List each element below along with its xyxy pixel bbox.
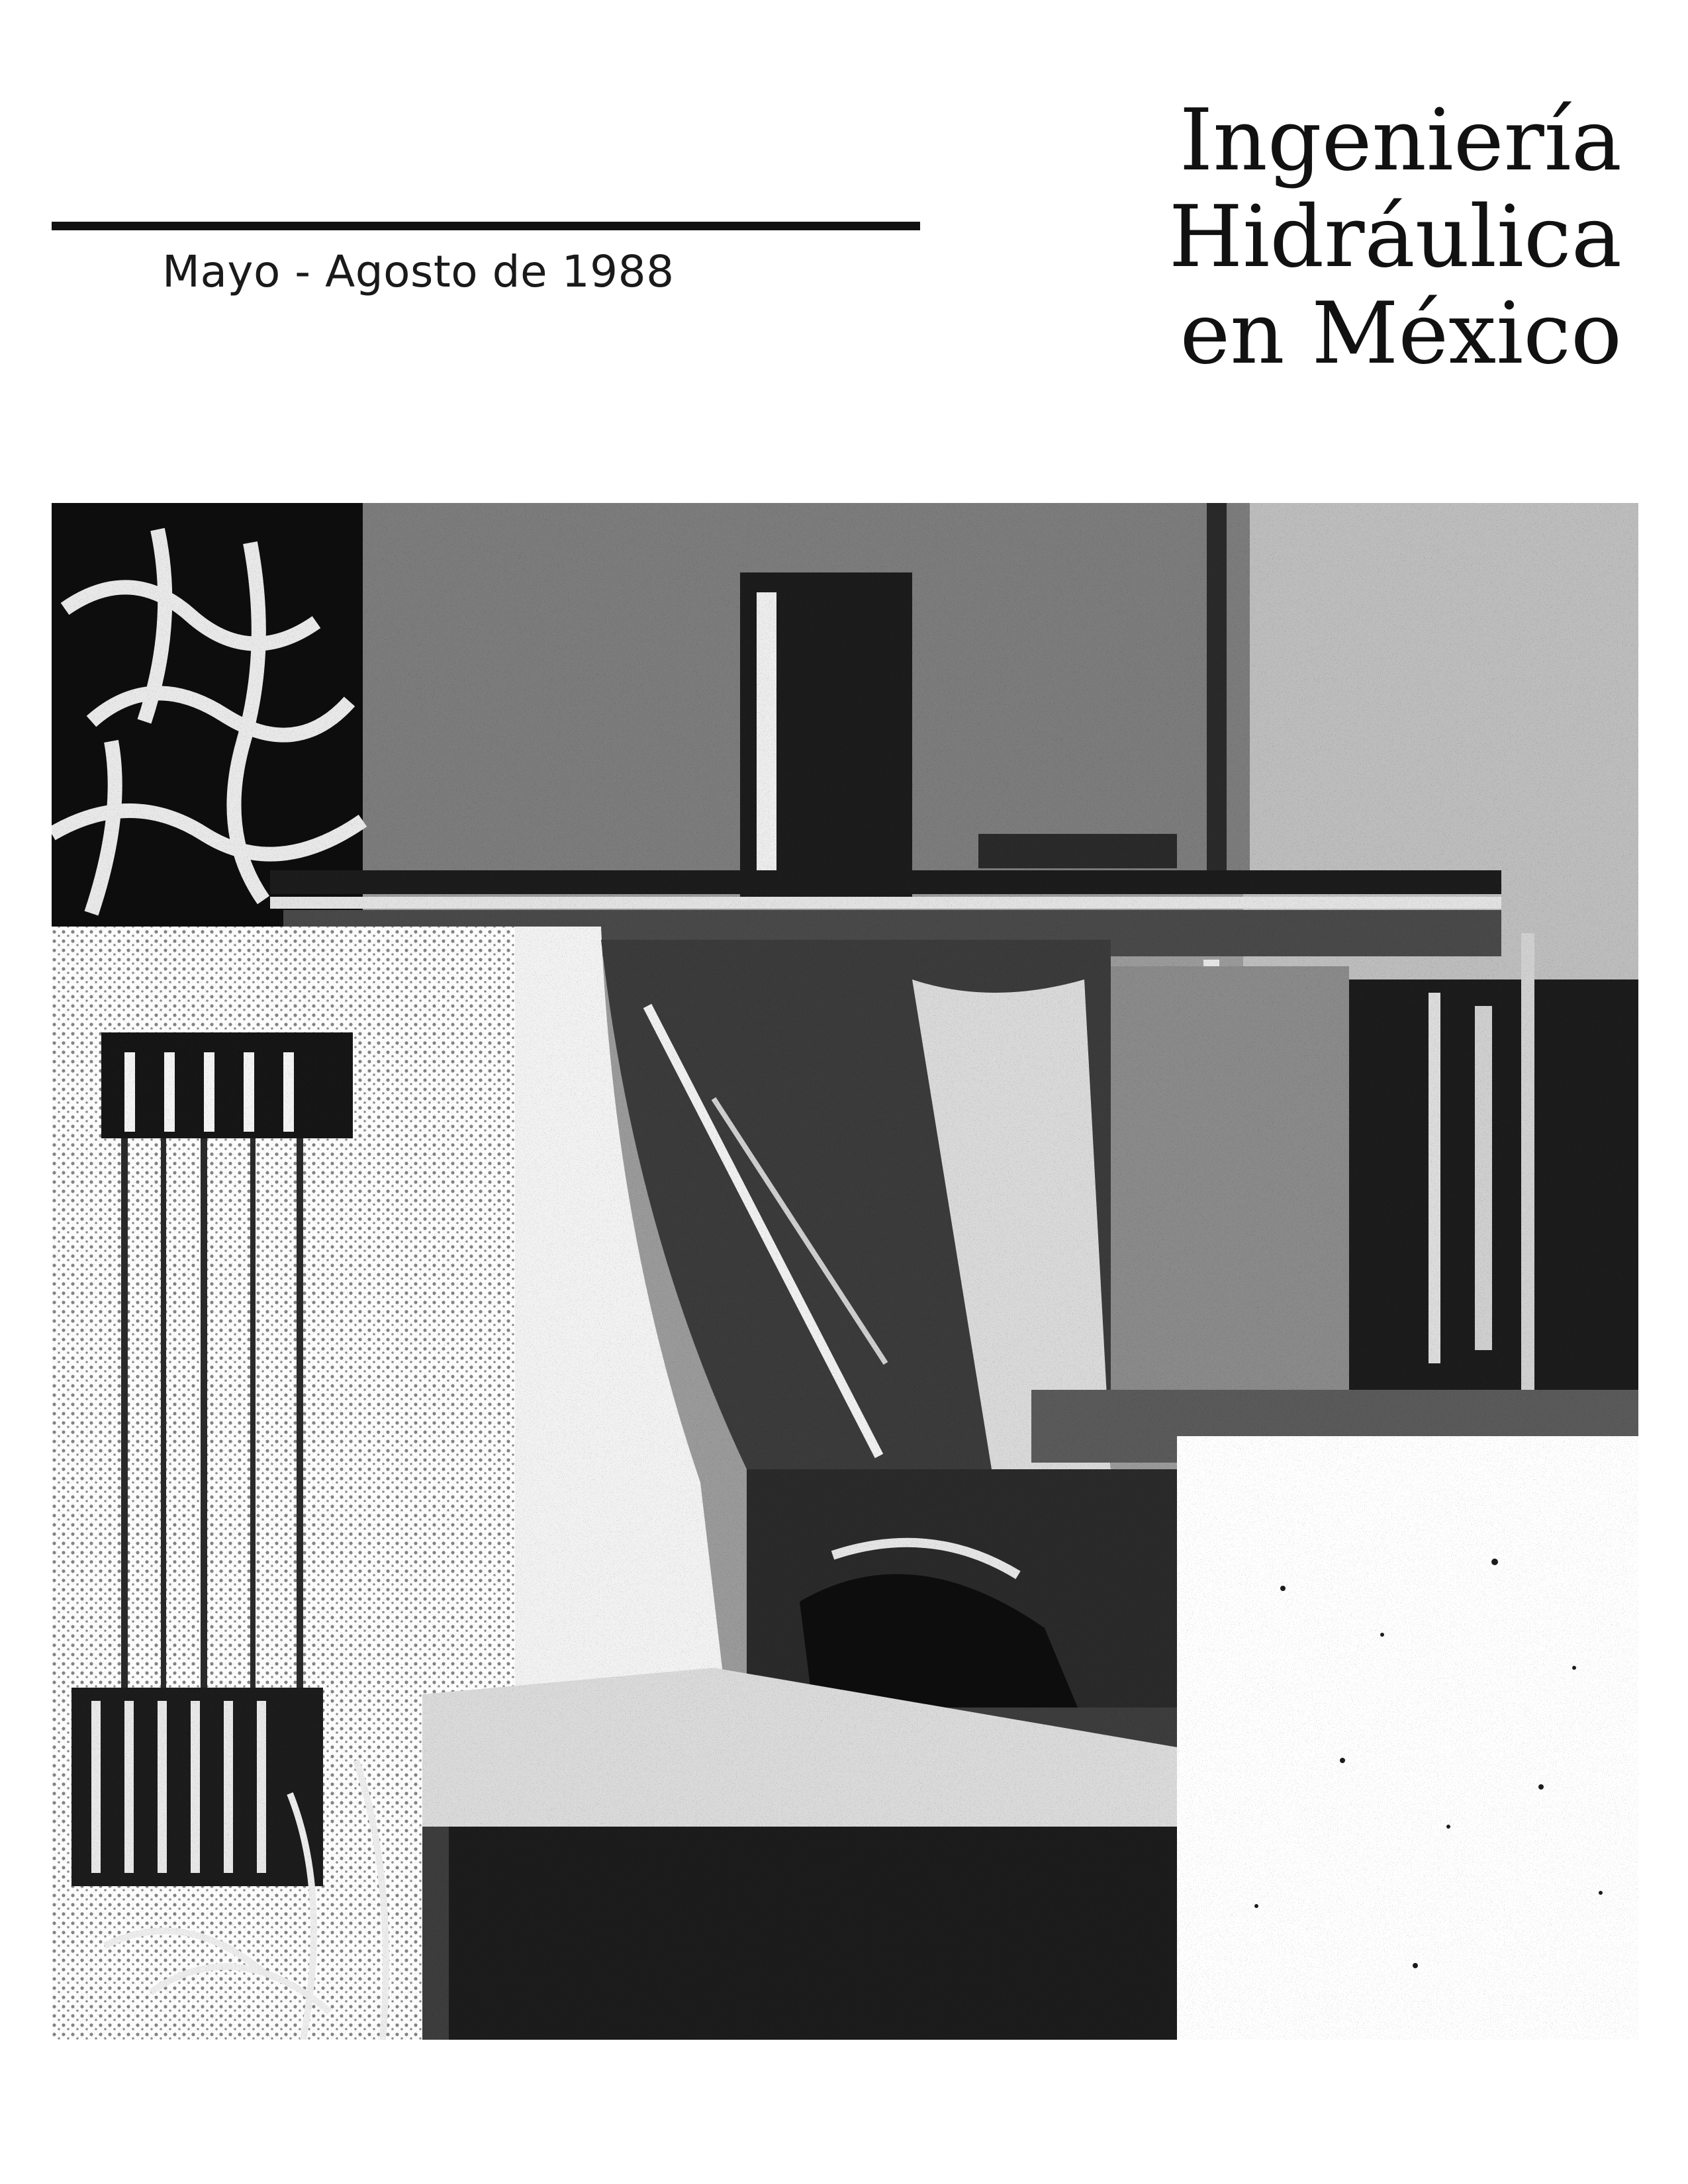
cover-photo — [52, 503, 1638, 2040]
header-rule — [52, 222, 920, 230]
hydraulic-model-photo-icon — [52, 503, 1638, 2040]
title-line-1: Ingeniería — [1179, 91, 1622, 190]
issue-date: Mayo - Agosto de 1988 — [162, 246, 675, 297]
title-line-3: en México — [1180, 285, 1622, 383]
title-line-2: Hidráulica — [1168, 188, 1622, 287]
journal-title — [1026, 93, 1622, 383]
